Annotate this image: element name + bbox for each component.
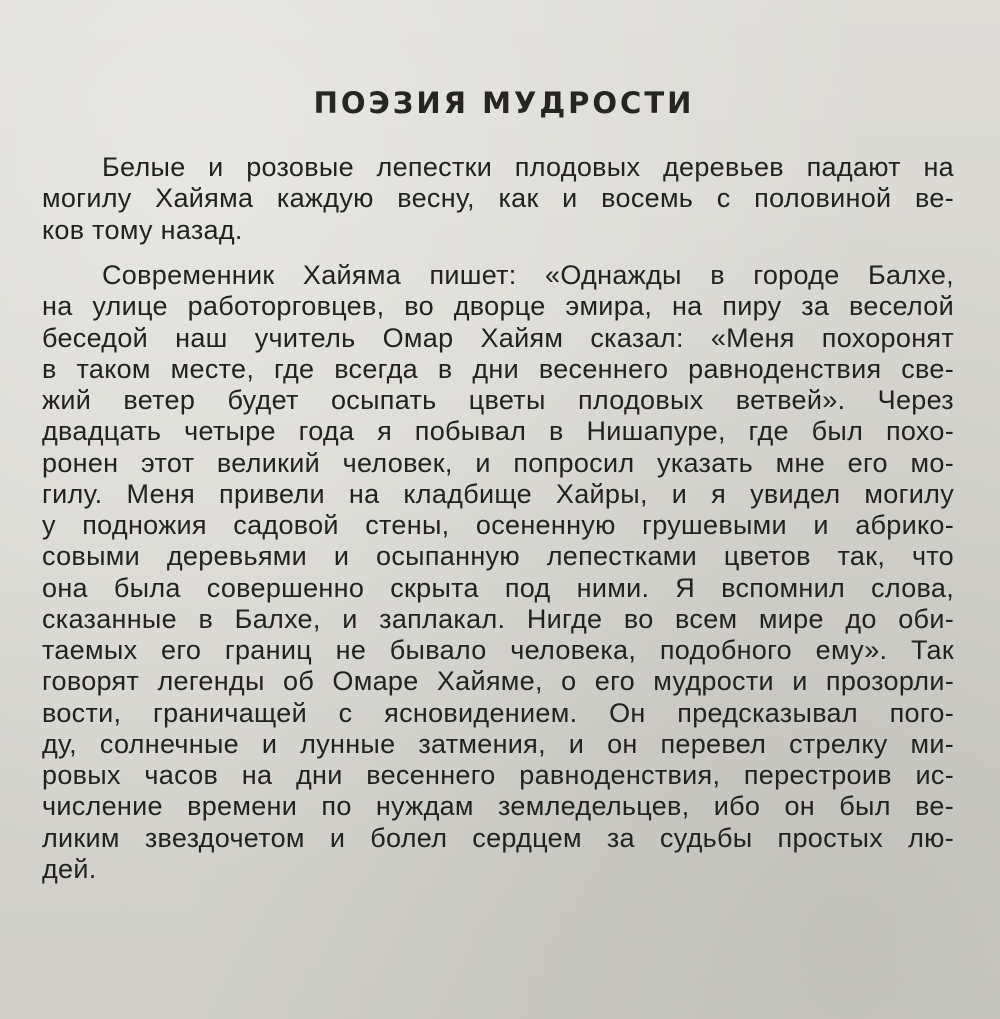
- text-line: вости, граничащей с ясновидением. Он предсказывал пого-: [42, 697, 954, 728]
- text-line: у подножия садовой стены, осененную грушевыми и абрико-: [42, 510, 954, 540]
- text-line: дей.: [42, 853, 97, 884]
- text-line: Белые и розовые лепестки плодовых деревьев падают на: [102, 152, 954, 182]
- text-line: таемых его границ не бывало человека, подобного ему». Так: [42, 635, 954, 665]
- text-line: ликим звездочетом и болел сердцем за судьбы простых лю-: [42, 822, 954, 853]
- text-line: жий ветер будет осыпать цветы плодовых ветвей». Через: [42, 385, 954, 415]
- text-line: беседой наш учитель Омар Хайям сказал: «Меня похоронят: [42, 322, 954, 353]
- text-line: гилу. Меня привели на кладбище Хайры, и я увидел могилу: [42, 478, 954, 509]
- paragraph-1: [42, 152, 954, 246]
- text-line: [42, 916, 954, 947]
- text-line: могилу Хайяма каждую весну, как и восемь с половиной ве-: [42, 183, 954, 214]
- text-line: в таком месте, где всегда в дни весеннего равноденствия све-: [42, 353, 954, 384]
- text-line: ков тому назад.: [42, 214, 243, 245]
- text-line: Современник Хайяма пишет: «Однажды в городе Балхе,: [102, 260, 954, 290]
- text-line: ронен этот великий человек, и попросил указать мне его мо-: [42, 447, 954, 478]
- text-line: двадцать четыре года я побывал в Нишапуре, где был похо-: [42, 416, 954, 447]
- text-line: [42, 885, 954, 916]
- text-line: ровых часов на дни весеннего равноденствия, перестроив ис-: [42, 760, 954, 790]
- text-line: на улице работорговцев, во дворце эмира, на пиру за веселой: [42, 291, 954, 322]
- text-line: числение времени по нуждам земледельцев, ибо он был ве-: [42, 791, 954, 822]
- chapter-title: ПОЭЗИЯ МУДРОСТИ: [313, 86, 695, 120]
- text-line: ду, солнечные и лунные затмения, и он перевел стрелку ми-: [42, 728, 954, 759]
- text-line: совыми деревьями и осыпанную лепестками цветов так, что: [42, 541, 954, 572]
- text-line: она была совершенно скрыта под ними. Я вспомнил слова,: [42, 572, 954, 603]
- text-line: говорят легенды об Омаре Хайяме, о его мудрости и прозорли-: [42, 666, 954, 697]
- paragraph-2: [42, 260, 954, 948]
- text-line: сказанные в Балхе, и заплакал. Нигде во всем мире до оби-: [42, 603, 954, 634]
